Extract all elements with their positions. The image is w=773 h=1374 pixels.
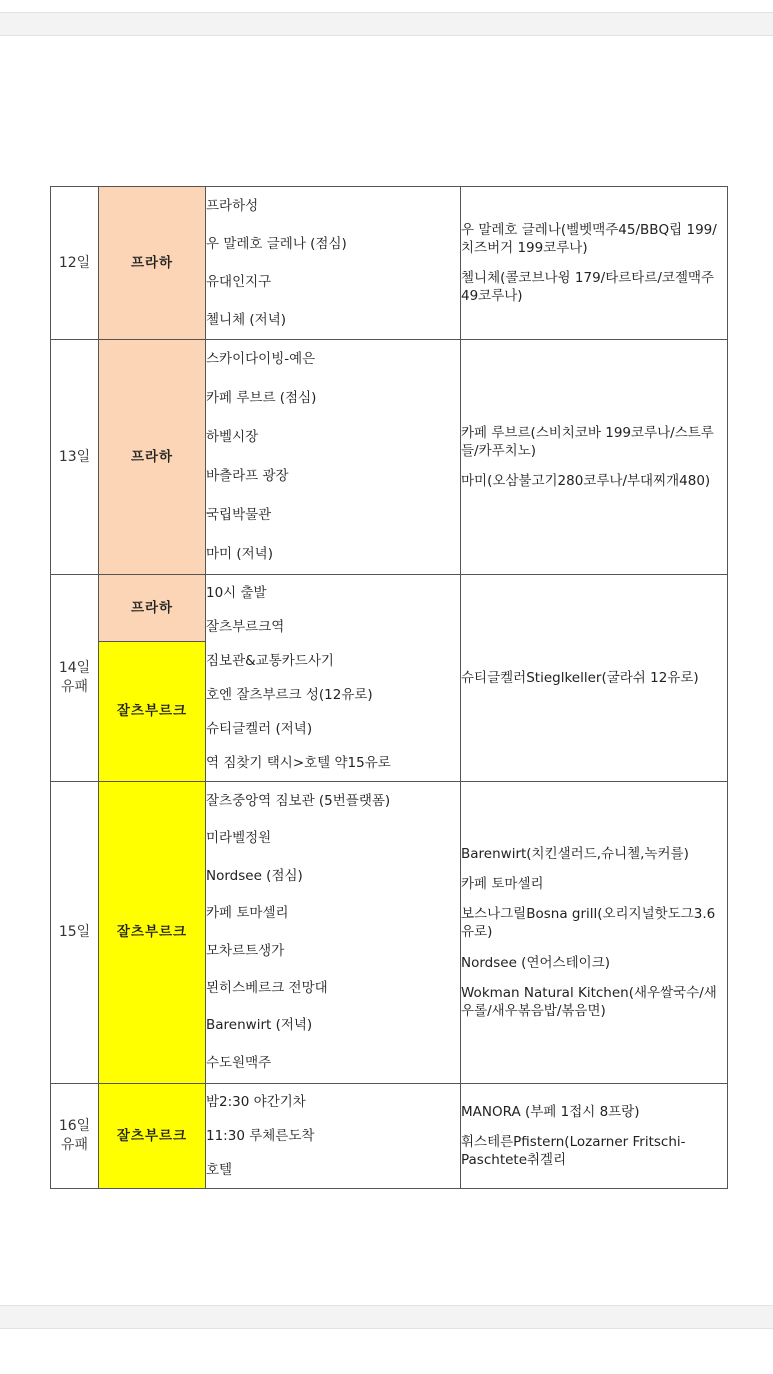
plan-item: Barenwirt (저녁) — [206, 1017, 313, 1034]
plan-cell — [206, 1084, 461, 1189]
note-item: 슈티글켈러Stieglkeller(굴라쉬 12유로) — [461, 669, 699, 686]
plan-item: 스카이다이빙-예은 — [206, 351, 316, 367]
day-sublabel: 유패 — [60, 679, 89, 695]
plan-item: 호텔 — [206, 1162, 233, 1178]
plan-cell — [206, 340, 461, 575]
day-sublabel: 유패 — [60, 1137, 89, 1153]
day-cell — [51, 187, 99, 340]
top-toolbar-band — [0, 12, 773, 36]
note-cell — [461, 340, 728, 575]
plan-item: 프라하성 — [206, 198, 259, 214]
day-label: 12일 — [58, 254, 91, 271]
plan-item: Nordsee (점심) — [206, 867, 303, 884]
table-row — [51, 782, 728, 1084]
plan-cell — [206, 575, 461, 782]
plan-item: 바츨라프 광장 — [206, 468, 289, 484]
note-item: 카페 토마셀리 — [461, 875, 544, 892]
day-label: 14일 — [58, 660, 91, 677]
note-item: Barenwirt(치킨샐러드,슈니첼,녹커를) — [461, 845, 689, 862]
note-cell — [461, 187, 728, 340]
note-cell — [461, 575, 728, 782]
plan-item: 모차르트생가 — [206, 942, 285, 959]
city-cell: 프라하 — [99, 575, 206, 642]
plan-item: 카페 토마셀리 — [206, 905, 289, 922]
plan-item: 짐보관&교통카드사기 — [206, 653, 334, 669]
day-cell — [51, 340, 99, 575]
plan-item: 우 말레호 글레나 (점심) — [206, 236, 347, 252]
note-item: MANORA (부페 1접시 8프랑) — [461, 1103, 640, 1120]
note-item: Wokman Natural Kitchen(새우쌀국수/새우롤/새우볶음밥/볶음면) — [461, 984, 717, 1020]
table-row — [51, 340, 728, 575]
note-item: 휘스테른Pfistern(Lozarner Fritschi-Paschtete취겔리 — [461, 1133, 686, 1169]
day-label: 15일 — [58, 924, 91, 941]
day-label: 16일 — [58, 1118, 91, 1135]
city-cell: 잘츠부르크 — [99, 782, 206, 1084]
plan-cell — [206, 187, 461, 340]
table-row — [51, 187, 728, 340]
note-item: Nordsee (연어스테이크) — [461, 954, 610, 971]
note-item: 보스나그릴Bosna grill(오리지널핫도그3.6유로) — [461, 906, 716, 941]
plan-item: 첼니체 (저녁) — [206, 312, 287, 328]
plan-item: 잘츠부르크역 — [206, 619, 285, 635]
plan-item: 국립박물관 — [206, 507, 272, 523]
plan-item: 유대인지구 — [206, 274, 272, 290]
note-cell — [461, 782, 728, 1084]
note-cell — [461, 1084, 728, 1189]
plan-item: 10시 출발 — [206, 585, 267, 601]
table-row — [51, 1084, 728, 1189]
city-cell: 잘츠부르크 — [99, 1084, 206, 1189]
plan-item: 카페 루브르 (점심) — [206, 390, 317, 406]
day-cell — [51, 575, 99, 782]
plan-cell — [206, 782, 461, 1084]
plan-item: 역 짐찾기 택시>호텔 약15유로 — [206, 755, 391, 771]
plan-item: 마미 (저녁) — [206, 546, 273, 562]
day-cell — [51, 782, 99, 1084]
plan-item: 밤2:30 야간기차 — [206, 1094, 306, 1110]
plan-item: 미라벨정원 — [206, 830, 272, 847]
plan-item: 11:30 루체른도착 — [206, 1128, 315, 1144]
plan-item: 슈티글켈러 (저녁) — [206, 721, 313, 737]
city-cell: 프라하 — [99, 187, 206, 340]
note-item: 우 말레호 글레나(벨벳맥주45/BBQ립 199/치즈버거 199코루나) — [461, 221, 717, 256]
city-cell: 프라하 — [99, 340, 206, 575]
plan-item: 잘츠중앙역 짐보관 (5번플랫폼) — [206, 792, 391, 809]
plan-item: 묀히스베르크 전망대 — [206, 979, 328, 996]
day-label: 13일 — [58, 448, 91, 465]
plan-item: 수도원맥주 — [206, 1054, 272, 1071]
note-item: 마미(오삼불고기280코루나/부대찌개480) — [461, 473, 711, 490]
bottom-toolbar-band — [0, 1305, 773, 1329]
itinerary-table — [50, 186, 728, 1189]
note-item: 첼니체(콜코브나윙 179/타르타르/코젤맥주49코루나) — [461, 270, 715, 305]
day-cell — [51, 1084, 99, 1189]
plan-item: 하벨시장 — [206, 429, 259, 445]
city-cell: 잘츠부르크 — [99, 642, 206, 782]
table-row — [51, 575, 728, 642]
plan-item: 호엔 잘츠부르크 성(12유로) — [206, 687, 373, 703]
note-item: 카페 루브르(스비치코바 199코루나/스트루들/카푸치노) — [461, 424, 714, 459]
